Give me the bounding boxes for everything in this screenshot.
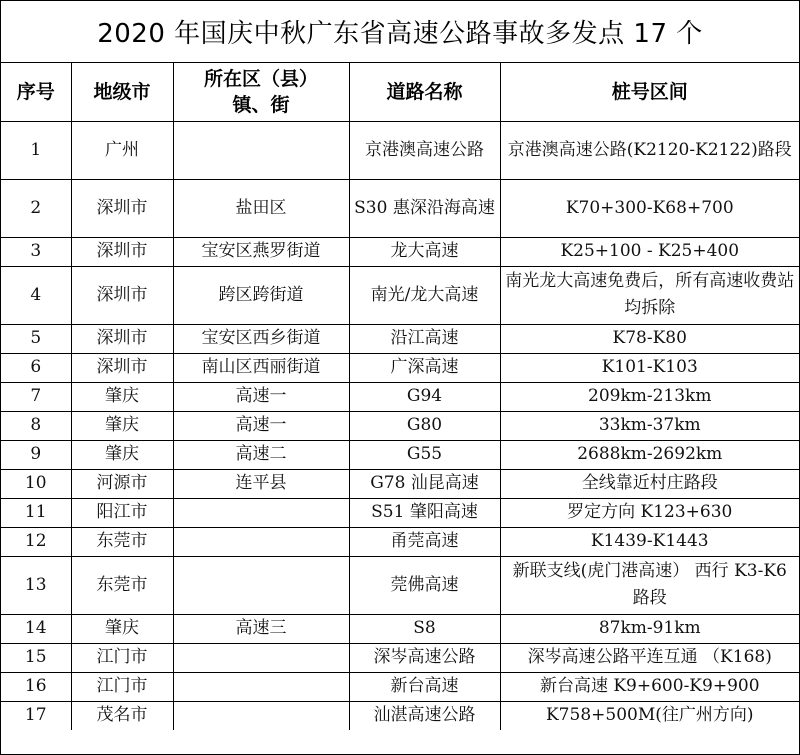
cell-district: 连平县 — [173, 469, 349, 498]
cell-road: 广深高速 — [349, 353, 500, 382]
cell-range: K1439-K1443 — [500, 527, 799, 556]
cell-range: 新台高速 K9+600-K9+900 — [500, 672, 799, 701]
cell-district: 南山区西丽街道 — [173, 353, 349, 382]
cell-road: 京港澳高速公路 — [349, 121, 500, 179]
cell-district — [173, 527, 349, 556]
cell-road: 莞佛高速 — [349, 556, 500, 614]
cell-road: 汕湛高速公路 — [349, 701, 500, 730]
cell-seq: 11 — [1, 498, 71, 527]
cell-range: 全线靠近村庄路段 — [500, 469, 799, 498]
cell-road: 新台高速 — [349, 672, 500, 701]
cell-district — [173, 498, 349, 527]
cell-city: 东莞市 — [71, 556, 173, 614]
cell-range: 87km-91km — [500, 614, 799, 643]
table-row — [1, 498, 799, 527]
cell-city: 深圳市 — [71, 237, 173, 266]
cell-city: 深圳市 — [71, 266, 173, 324]
cell-range: 深岑高速公路平连互通 （K168) — [500, 643, 799, 672]
cell-range: K101-K103 — [500, 353, 799, 382]
cell-range: K758+500M(往广州方向) — [500, 701, 799, 730]
cell-city: 深圳市 — [71, 179, 173, 237]
cell-city: 肇庆 — [71, 614, 173, 643]
cell-seq: 2 — [1, 179, 71, 237]
header-road: 道路名称 — [349, 63, 500, 121]
table-body — [1, 121, 799, 730]
cell-range: 209km-213km — [500, 382, 799, 411]
table-row — [1, 237, 799, 266]
cell-range: 2688km-2692km — [500, 440, 799, 469]
cell-seq: 8 — [1, 411, 71, 440]
cell-range: 罗定方向 K123+630 — [500, 498, 799, 527]
table-row — [1, 556, 799, 614]
header-seq: 序号 — [1, 63, 71, 121]
cell-road: G55 — [349, 440, 500, 469]
cell-district: 宝安区燕罗街道 — [173, 237, 349, 266]
table-row — [1, 614, 799, 643]
cell-road: S51 肇阳高速 — [349, 498, 500, 527]
cell-city: 深圳市 — [71, 324, 173, 353]
hotspot-table — [1, 63, 799, 730]
cell-city: 肇庆 — [71, 440, 173, 469]
cell-district: 高速一 — [173, 411, 349, 440]
table-row — [1, 469, 799, 498]
cell-seq: 4 — [1, 266, 71, 324]
header-range: 桩号区间 — [500, 63, 799, 121]
document-title: 2020 年国庆中秋广东省高速公路事故多发点 17 个 — [1, 1, 799, 63]
cell-range: 新联支线(虎门港高速） 西行 K3-K6 路段 — [500, 556, 799, 614]
table-row — [1, 701, 799, 730]
cell-range: 南光龙大高速免费后，所有高速收费站均拆除 — [500, 266, 799, 324]
cell-district — [173, 701, 349, 730]
cell-seq: 15 — [1, 643, 71, 672]
cell-seq: 9 — [1, 440, 71, 469]
header-district-line2: 镇、街 — [232, 93, 290, 116]
cell-city: 河源市 — [71, 469, 173, 498]
cell-seq: 16 — [1, 672, 71, 701]
cell-seq: 17 — [1, 701, 71, 730]
cell-district: 跨区跨街道 — [173, 266, 349, 324]
table-row — [1, 324, 799, 353]
cell-city: 广州 — [71, 121, 173, 179]
header-district-line1: 所在区（县） — [203, 67, 318, 90]
cell-road: G78 汕昆高速 — [349, 469, 500, 498]
cell-range: K25+100 - K25+400 — [500, 237, 799, 266]
cell-road: G94 — [349, 382, 500, 411]
cell-road: 龙大高速 — [349, 237, 500, 266]
cell-city: 肇庆 — [71, 411, 173, 440]
cell-road: 深岑高速公路 — [349, 643, 500, 672]
cell-range: 京港澳高速公路(K2120-K2122)路段 — [500, 121, 799, 179]
table-row — [1, 527, 799, 556]
cell-road: S30 惠深沿海高速 — [349, 179, 500, 237]
cell-city: 肇庆 — [71, 382, 173, 411]
cell-district — [173, 643, 349, 672]
cell-district: 高速一 — [173, 382, 349, 411]
cell-range: K70+300-K68+700 — [500, 179, 799, 237]
cell-seq: 1 — [1, 121, 71, 179]
cell-seq: 5 — [1, 324, 71, 353]
cell-district — [173, 556, 349, 614]
cell-road: 沿江高速 — [349, 324, 500, 353]
header-row — [1, 63, 799, 121]
cell-road: G80 — [349, 411, 500, 440]
cell-seq: 12 — [1, 527, 71, 556]
cell-district: 高速二 — [173, 440, 349, 469]
table-row — [1, 672, 799, 701]
cell-seq: 10 — [1, 469, 71, 498]
cell-district: 宝安区西乡街道 — [173, 324, 349, 353]
cell-seq: 13 — [1, 556, 71, 614]
table-row — [1, 382, 799, 411]
cell-seq: 14 — [1, 614, 71, 643]
table-row — [1, 643, 799, 672]
header-district — [173, 63, 349, 121]
cell-district: 高速三 — [173, 614, 349, 643]
cell-city: 茂名市 — [71, 701, 173, 730]
header-city: 地级市 — [71, 63, 173, 121]
cell-range: K78-K80 — [500, 324, 799, 353]
cell-district: 盐田区 — [173, 179, 349, 237]
cell-city: 阳江市 — [71, 498, 173, 527]
table-row — [1, 353, 799, 382]
table-row — [1, 266, 799, 324]
cell-seq: 7 — [1, 382, 71, 411]
cell-road: 甬莞高速 — [349, 527, 500, 556]
cell-district — [173, 672, 349, 701]
cell-seq: 6 — [1, 353, 71, 382]
table-row — [1, 179, 799, 237]
cell-city: 江门市 — [71, 672, 173, 701]
table-row — [1, 121, 799, 179]
cell-road: 南光/龙大高速 — [349, 266, 500, 324]
cell-seq: 3 — [1, 237, 71, 266]
cell-city: 江门市 — [71, 643, 173, 672]
cell-city: 东莞市 — [71, 527, 173, 556]
cell-city: 深圳市 — [71, 353, 173, 382]
table-row — [1, 411, 799, 440]
cell-road: S8 — [349, 614, 500, 643]
cell-range: 33km-37km — [500, 411, 799, 440]
cell-district — [173, 121, 349, 179]
table-row — [1, 440, 799, 469]
